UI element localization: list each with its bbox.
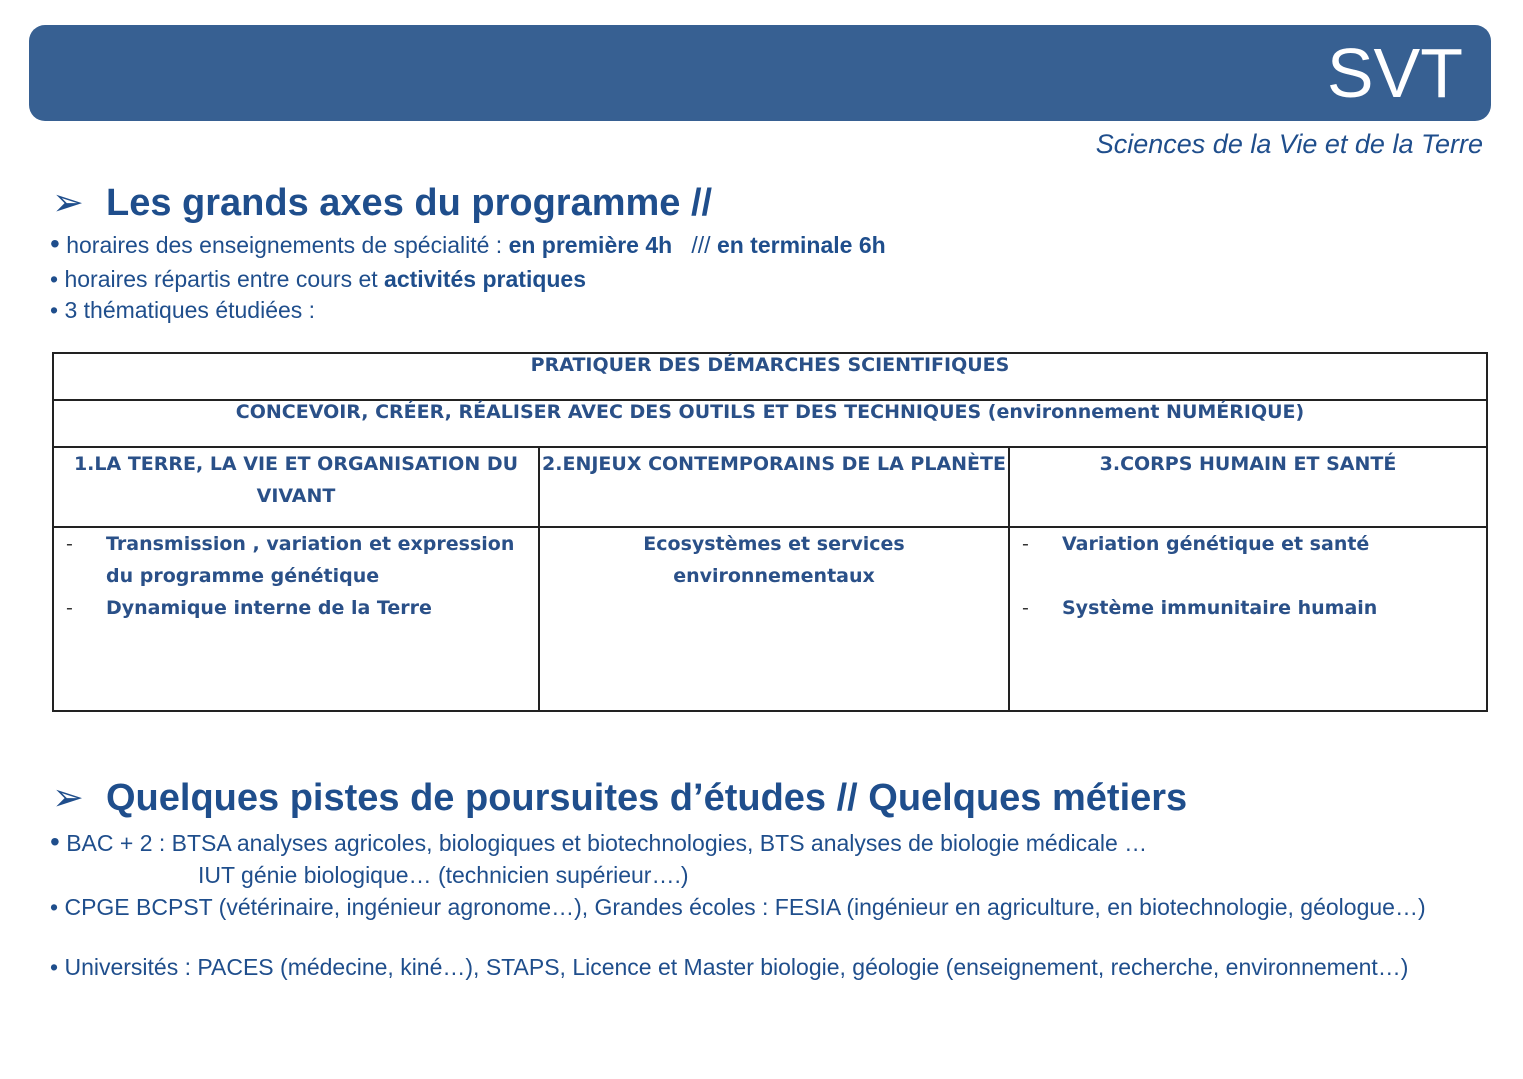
hours-text: horaires des enseignements de spécialité :: [66, 232, 503, 258]
bullet-icon: •: [50, 826, 60, 857]
list-item: - Système immunitaire humain: [1022, 592, 1486, 624]
bac2-continuation: IUT génie biologique… (technicien supérieur….): [198, 862, 689, 888]
section-heading-programme: [52, 180, 712, 225]
bullet-icon: •: [50, 894, 59, 920]
axis-2-title: 2.ENJEUX CONTEMPORAINS DE LA PLANÈTE: [539, 447, 1009, 527]
arrow-bullet-icon: ➢: [52, 777, 84, 819]
page-title: SVT: [1326, 34, 1463, 112]
bullet-icon: •: [50, 954, 59, 980]
list-item: - Transmission , variation et expression du programme génétique: [66, 528, 538, 592]
bullet-icon: •: [50, 228, 60, 259]
hours-terminal: en terminale 6h: [716, 232, 886, 258]
axis-2-content: [539, 527, 1009, 711]
list-item: - Variation génétique et santé: [1022, 528, 1486, 560]
programme-table: [52, 352, 1488, 712]
bullet-split: [50, 266, 586, 293]
axis-1-content: [53, 527, 539, 711]
table-header-practice: PRATIQUER DES DÉMARCHES SCIENTIFIQUES: [53, 353, 1487, 400]
split-bold: activités pratiques: [384, 266, 587, 292]
arrow-bullet-icon: ➢: [52, 182, 84, 224]
bullet-bac2: [50, 826, 1148, 857]
bullet-cpge: [50, 892, 1496, 923]
hours-first: en première 4h: [508, 232, 673, 258]
axis-3-title: 3.CORPS HUMAIN ET SANTÉ: [1009, 447, 1487, 527]
universities-text: Universités : PACES (médecine, kiné…), STAPS, Licence et Master biologie, géologie (enseignement, recherche, environnement…): [64, 954, 1409, 980]
axis-3-content: [1009, 527, 1487, 711]
axis-1-title: 1.LA TERRE, LA VIE ET ORGANISATION DU VIVANT: [53, 447, 539, 527]
themes-text: 3 thématiques étudiées :: [64, 297, 316, 323]
split-text: horaires répartis entre cours et: [64, 266, 378, 292]
bullet-icon: •: [50, 266, 59, 292]
table-row: [53, 447, 1487, 527]
bullet-hours: [50, 228, 886, 259]
hours-separator: ///: [691, 232, 711, 258]
bullet-universities: [50, 952, 1496, 983]
table-row: [53, 353, 1487, 400]
page-subtitle: Sciences de la Vie et de la Terre: [1095, 129, 1483, 159]
table-header-design: CONCEVOIR, CRÉER, RÉALISER AVEC DES OUTILS ET DES TECHNIQUES (environnement NUMÉRIQUE): [53, 400, 1487, 447]
bullet-themes: [50, 297, 315, 324]
section-heading-text: Les grands axes du programme //: [106, 182, 713, 224]
cpge-text: CPGE BCPST (vétérinaire, ingénieur agronome…), Grandes écoles : FESIA (ingénieur en agriculture, en biotechnologie, géologue…): [64, 894, 1426, 920]
header-banner: [29, 25, 1491, 121]
list-item: - Dynamique interne de la Terre: [66, 592, 538, 624]
axis-2-item: Ecosystèmes et services environnementaux: [643, 532, 905, 587]
table-row: [53, 527, 1487, 711]
section-heading-text: Quelques pistes de poursuites d’études // Quelques métiers: [106, 777, 1188, 819]
section-heading-studies: [52, 775, 1187, 820]
bac2-text: BAC + 2 : BTSA analyses agricoles, biologiques et biotechnologies, BTS analyses de biologie médicale …: [66, 830, 1148, 856]
table-row: [53, 400, 1487, 447]
bullet-icon: •: [50, 297, 59, 323]
